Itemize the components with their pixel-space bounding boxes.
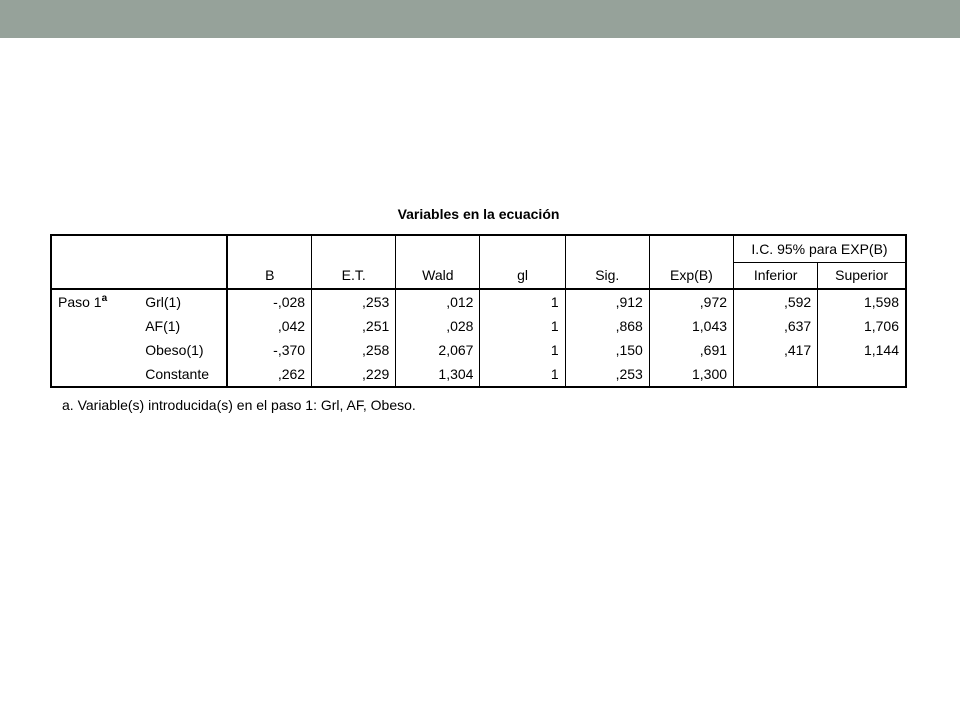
row-variable: AF(1): [139, 314, 227, 338]
col-header-inferior: Inferior: [734, 263, 818, 290]
col-header-gl: gl: [480, 263, 565, 290]
col-header-superior: Superior: [818, 263, 906, 290]
col-header-wald: Wald: [396, 263, 480, 290]
slide-top-band: [0, 0, 960, 38]
step-label-cell: Paso 1$^a$: [58, 293, 108, 310]
col-header-sig: Sig.: [565, 263, 649, 290]
footnote-marker: a: [101, 293, 108, 304]
col-header-expb: Exp(B): [649, 263, 733, 290]
col-header-b: B: [227, 263, 311, 290]
row-variable: Constante: [139, 362, 227, 387]
table-title: Variables en la ecuación: [397, 206, 560, 222]
table-footnote: a. Variable(s) introducida(s) en el paso 1: Grl, AF, Obeso.: [62, 397, 416, 413]
table-row: Obeso(1) -,370 ,258 2,067 1 ,150 ,691 ,417 1,144: [51, 338, 906, 362]
header-row-1: [51, 235, 906, 263]
row-variable: Grl(1): [139, 289, 227, 314]
table-row: AF(1) ,042 ,251 ,028 1 ,868 1,043 ,637 1,706: [51, 314, 906, 338]
ci-header: I.C. 95% para EXP(B): [734, 235, 906, 263]
col-header-et: E.T.: [312, 263, 396, 290]
table-row: Paso 1$^a$ Grl(1) -,028 ,253 ,012 1 ,912 ,972 ,592 1,598: [51, 289, 906, 314]
row-variable: Obeso(1): [139, 338, 227, 362]
variables-table: [50, 234, 907, 388]
corner-cell: [51, 235, 227, 289]
table-row: Constante ,262 ,229 1,304 1 ,253 1,300: [51, 362, 906, 387]
